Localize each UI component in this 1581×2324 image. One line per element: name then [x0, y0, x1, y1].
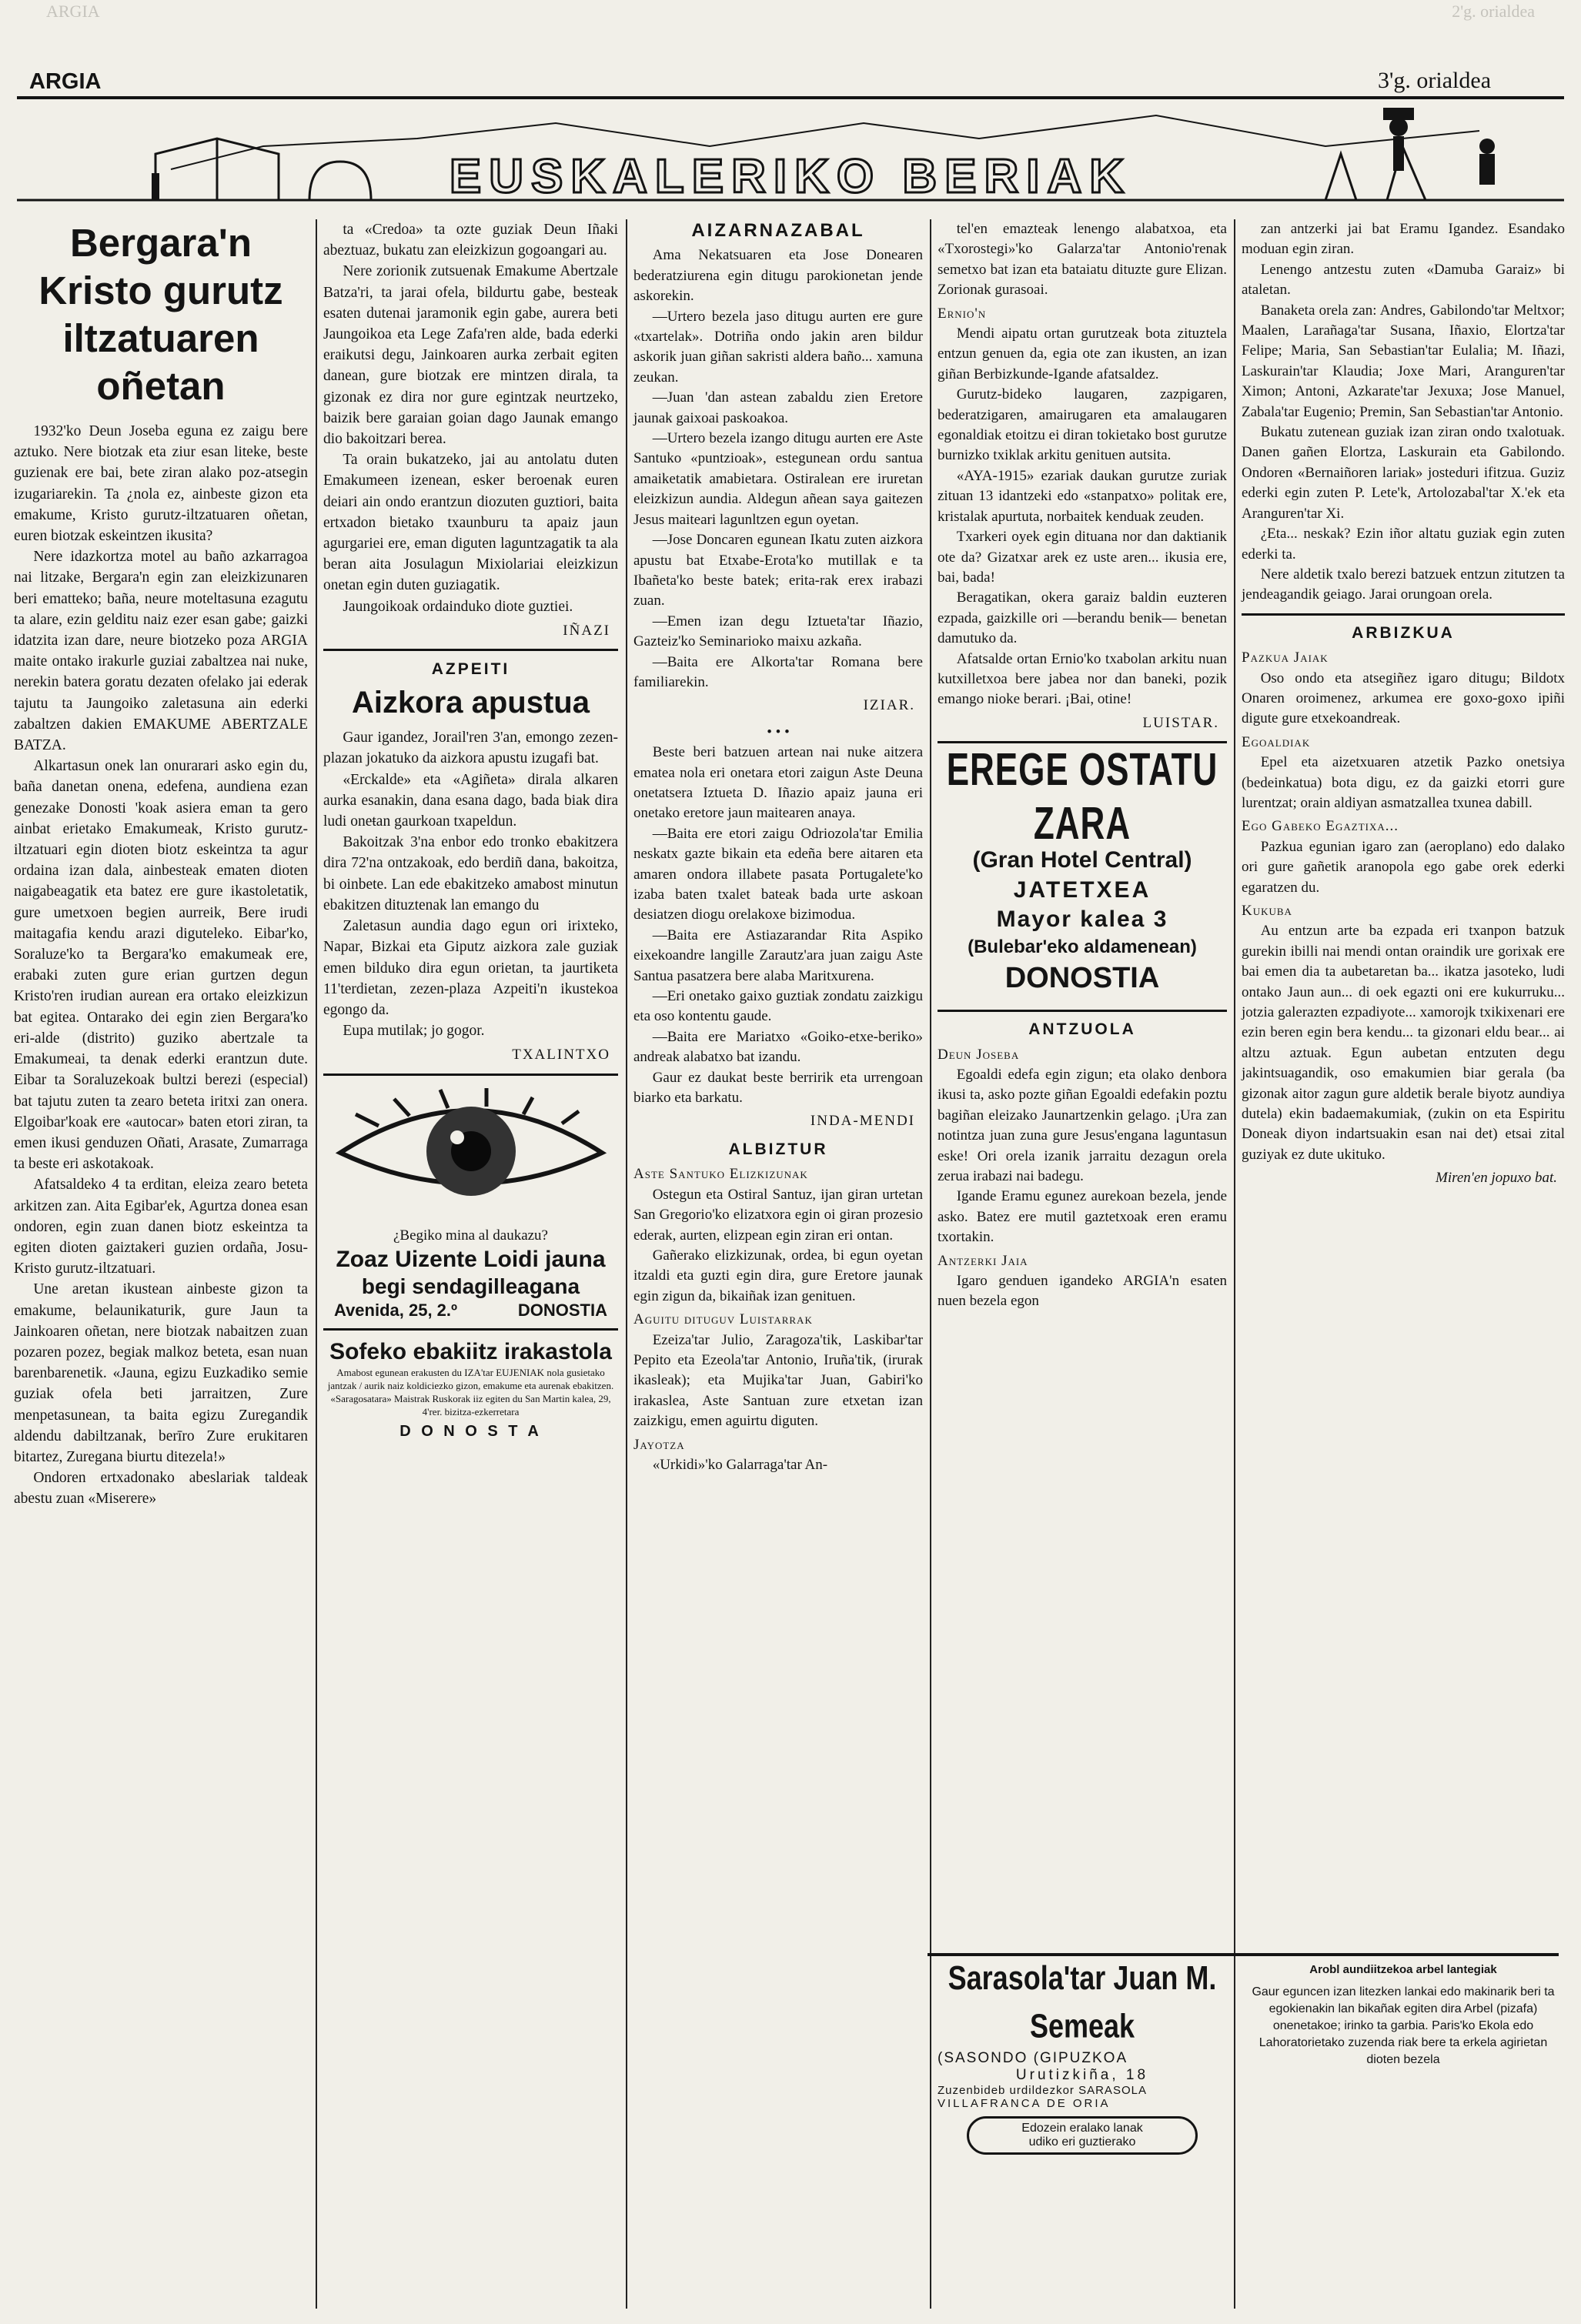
sarasola-ad-stamp-line1: Edozein eralako lanak — [1021, 2122, 1143, 2135]
col3-paragraph: —Juan 'dan astean zabaldu zien Eretore jaunak gaixoai paskoakoa. — [633, 389, 923, 426]
sarasola-ad-line3: Zuzenbideb urdildezkor SARASOLA — [938, 2084, 1147, 2097]
col2-paragraph: ta «Credoa» ta ozte guziak Deun Iñaki abeztuaz, bukatu zan eleizkizun gogoangari au. — [323, 222, 618, 259]
col4-subhead: Antzerki Jaia — [938, 1252, 1028, 1269]
col4-paragraph: Mendi aipatu ortan gurutzeak bota zituztela entzun genuen da, egia ote zan ikusten, an izan giñan Berbizkunde-Igande afatsaldez. — [938, 326, 1227, 382]
col3-subhead: Jayotza — [633, 1436, 685, 1453]
antzuola-heading: ANTZUOLA — [1028, 1020, 1136, 1039]
col3-paragraph: Ostegun eta Ostiral Santuz, ijan giran urtetan San Gregorio'ko elizatxora egin oi giran prozesio ederak, aurten, elizpean egin ziran eri ontan. — [633, 1186, 923, 1244]
col3-paragraph: Gaur ez daukat beste berririk eta urrengoan biarko eta barkatu. — [633, 1069, 923, 1107]
bleed-through — [15, 0, 1566, 34]
sarasola-ad-line2: Urutizkiña, 18 — [1015, 2067, 1149, 2083]
hotel-ad-line3: (Bulebar'eko aldamenean) — [968, 937, 1197, 958]
col5-paragraph: zan antzerki jai bat Eramu Igandez. Esandako moduan egin ziran. — [1242, 221, 1565, 258]
col1-paragraph: 1932'ko Deun Joseba eguna ez zaigu bere aztuko. Nere biotzak eta ziur esan liteke, beste guzienak ere bai, bete ziran alako poz-atsegin izugariarekin. Ta ¿nola ez, ainbeste gizon eta emakume, Kristo gurutz-iltzatuaren oñetan, euren biotzak eskeintzen ikusita? — [14, 423, 308, 545]
col3-paragraph: Gañerako elizkizunak, ordea, bi egun oyetan itzaldi eta guzti egin dira, gure Eretore jaunak egin zigun da, bikaiñak izan genituen. — [633, 1247, 923, 1304]
aizkora-headline: Aizkora apustua — [352, 686, 590, 720]
col3-paragraph: —Urtero bezela jaso ditugu aurten ere gure «txartelak». Dotriña ondo jakin aren bildur askorik juan giñan sakristi aldera baño... xamuna zeukan. — [633, 308, 923, 386]
sewing-ad-title: Sofeko ebakiitz irakastola — [329, 1339, 612, 1365]
col3-paragraph: —Eri onetako gaixo guztiak zondatu zaizkigu eta oso kontentu gaude. — [633, 988, 923, 1025]
col5-paragraph: Oso ondo eta atsegiñez igaro ditugu; Bildotx Onaren oroimenez, arkumea ere goxo-goxo ipiñi digute gure etxekoandreak. — [1242, 669, 1565, 727]
sarasola-ad-line4: VILLAFRANCA DE ORIA — [938, 2097, 1111, 2110]
col5-paragraph: Nere aldetik txalo berezi batzuek entzun zitutzen ta jendeagandik geiago. Jarai orungoan orela. — [1242, 566, 1565, 603]
eye-ad — [323, 1084, 618, 1321]
col4-subhead: Deun Joseba — [938, 1046, 1020, 1063]
eye-illustration — [333, 1084, 610, 1214]
boat-ad-title: Arobl aundiitzekoa arbel lantegiak — [1309, 1963, 1497, 1976]
col3-paragraph: «Urkidi»'ko Galarraga'tar An- — [652, 1456, 828, 1473]
sewing-ad — [323, 1338, 618, 1442]
column-rule-3 — [930, 219, 931, 2309]
col3-paragraph: Beste beri batzuen artean nai nuke aitzera ematea nola eri onetara etori zaigun Aste Deuna onetatsera Iztueta D. Iñazio apaiz jauna eri onetako eretore jaun maitearen anaya. — [633, 744, 923, 822]
col4-paragraph: Txarkeri oyek egin dituana nor dan daktianik ote da? Gizatxar arek ez uste aren... ikusia ere, bai, bada! — [938, 529, 1227, 586]
col1-paragraph: Alkartasun onek lan onurarari asko egin du, baña danetan onena, edefena, aundiena ezan genezake Donosti 'koak asiera eman ta gero ainbat erietako Emakumeak, Kristo gurutz-iltzatuari egin dioten biotz eskeintza ta agur ordaina izan dala, ainbesteak ematen dioten naigabeagatik eta batez ere gure ikastoletatik, gure umetxoen begien aurreik, Bere irudi maitagafia kendu arazi diguteleko. Eibar'ko, Soraluze'ko ta Bergara'ko emakumeak ere, erabaki zuten gure erian gurtzen degun Kristo'ren irudian aurean era ortako eleizkizun bat egitea. Ontarako dei egin zien Bergara'ko eri-alde (distrito) guziko abertzale ta Emakumeai, ta denak ederki erantzun dute. Eibar ta Soraluzekoak bultzi berezi (especial) bat tajutu zuten ta zearo beteta iritxi zan onera. Elgoibar'koak ere «autocar» baten etori ziran, ta emen ikusi genduzen Oñati, Arasate, Zumarraga ta beste eri askotakoak. — [14, 758, 308, 1173]
col3-signature: IZIAR. — [863, 697, 915, 714]
column-5 — [1242, 219, 1565, 1195]
col2-paragraph: Ta orain bukatzeko, jai au antolatu duten Emakumeen izenean, esker beroenak euren deiari ain ondo erantzun diozuten guztiori, baita ertxadon bietako txaunburu ta apaiz jaun agurgariei ere, eman diguten laguntzagatik ta ala beran aita Josulagun Mixiolariai eleizkizun onetan egin duten guziagatik. — [323, 452, 618, 594]
eye-ad-city: DONOSTIA — [517, 1300, 607, 1320]
col5-subhead: Pazkua Jaiak — [1242, 649, 1329, 666]
hotel-ad-city: DONOSTIA — [1004, 962, 1160, 995]
boat-ad-text: Gaur eguncen izan litezken lankai edo makinarik beri ta egokienakin lan bikañak egiten dira Arbel (pizafa) onenetakoe; irinko ta garbia. Paris'ko Ekola edo Lahoratorietako zuzenda riak bere ta erkela agirietan dioten bezela — [1252, 1985, 1555, 2066]
eye-ad-line1: Zoaz Uizente Loidi jauna — [336, 1246, 606, 1272]
hotel-ad-subtitle: (Gran Hotel Central) — [972, 847, 1192, 873]
hotel-ad — [938, 744, 1227, 1002]
eye-ad-line2: begi sendagilleagana — [361, 1274, 580, 1298]
col4-paragraph: Igande Eramu egunez aurekoan bezela, jende asko. Batez ere mutil gaztetxoak eren eramu txortakin. — [938, 1188, 1227, 1246]
col3-paragraph: —Baita ere Alkorta'tar Romana bere familiarekin. — [633, 653, 923, 690]
col4-signature: LUISTAR. — [1142, 714, 1219, 731]
col1-body — [14, 421, 308, 1510]
eye-ad-address-row — [323, 1300, 618, 1321]
col5-signature: Miren'en jopuxo bat. — [1436, 1170, 1557, 1187]
col4-paragraph: Gurutz-bideko laugaren, zazpigaren, bederatzigaren, amairugaren eta amalaugaren egonaldiak etoitzu ei diran tokietako bost gurutze burnizko txiklak arkitu genituen autsita. — [938, 386, 1227, 464]
col2-paragraph: Bakoitzak 3'na enbor edo tronko ebakitzera dira 72'na ontzakoak, edo berdiñ dana, bakoitza, bi oinbete. Lan ede ebakitzeko amabost minutun ebakitzen dituztenak lan emango du — [323, 834, 618, 913]
col2-signature: IÑAZI — [563, 622, 610, 639]
col4-paragraph: Afatsalde ortan Ernio'ko txabolan arkitu nuan kutxilletxoa bere jabea nor dan baneki, pozik emango nioke berari. ¡Bai, otine! — [938, 650, 1227, 708]
sarasola-ad — [938, 1958, 1227, 2149]
column-3 — [633, 219, 923, 1475]
albiztur-heading: ALBIZTUR — [728, 1140, 828, 1158]
aizarnazabal-heading: AIZARNAZABAL — [691, 220, 865, 241]
col2-paragraph: Zaletasun aundia dago egun ori irixteko, Napar, Bizkai eta Giputz aizkora zale guziak emen bilduko dira egun orietan, ta jaurtiketa 11'terdietan, zezen-plaza Azpeiti'n ikustekoa egongo da. — [323, 918, 618, 1018]
paper-name: ARGIA — [29, 69, 102, 94]
hotel-ad-line1: JATETXEA — [1013, 877, 1151, 903]
col3-subhead: Aste Santuko Elizkizunak — [633, 1166, 808, 1183]
col5-paragraph: Banaketa orela zan: Andres, Gabilondo'tar Meltxor; Maalen, Larañaga'tar Susana, Iñaxio, Elortza'tar Felipe; Maria, San Sebastian'tar Eulalia; M. Iñazi, Laskurain'tar Klaudia; Joxe Mari, Aranguren'tar Ximon; Antoni, Azkarate'tar Jexuxa; Jose Manuel, Zabala'tar Eugenio; Premin, San Sebastian'tar Antonio. — [1242, 302, 1565, 420]
col1-paragraph: Ondoren ertxadonako abeslariak taldeak abestu zuan «Miserere» — [14, 1470, 308, 1508]
col4-subhead: Ernio'n — [938, 305, 987, 322]
col2-paragraph: Gaur igandez, Jorail'ren 3'an, emongo zezen-plazan jokatuko da aizkora apustu izugafi bat. — [323, 730, 618, 767]
bleed-right: 2'g. orialdea — [1452, 2, 1535, 21]
col3-paragraph: —Baita ere etori zaigu Odriozola'tar Emilia neskatx gazte bikain eta edeña bere aitaren eta amaren ondora illabete pasata Portugalete'ko izaba baten txalet bateak bada urte askoan desiatzen diogu orelakoxe bizimodua. — [633, 825, 923, 923]
column-1 — [14, 219, 308, 1510]
sarasola-ad-stamp-line2: udiko eri guztierako — [1028, 2135, 1136, 2149]
col3-paragraph: —Jose Doncaren egunean Ikatu zuten aizkora apustu bat Etxabe-Erota'ko mutillak e ta Ibañeta'ko beste batek; erita-rak erex irabazi zuan. — [633, 532, 923, 609]
col3-signature-2: INDA-MENDI — [810, 1113, 915, 1130]
col4-paragraph: tel'en emazteak lenengo alabatxoa, eta «Txorostegi»'ko Galarza'tar Antonio'renak semetxo bat izan eta bataiatu dituzte gure Elizan. Zorionak gurasoai. — [938, 221, 1227, 299]
divider — [323, 649, 618, 651]
col1-headline: Bergara'n Kristo gurutz iltzatuaren oñetan — [38, 221, 283, 408]
col2-paragraph: Nere zorionik zutsuenak Emakume Abertzale Batza'ri, ta jarai ofela, bildurtu gabe, besteak esaten dutenai jaramonik egin gabe, aurera beti Jaungoikoa eta Lege Zafa'ren alde, bada ederki eraikutsi degu, Jainkoaren aurka zerbait egiten danean, gure biotzak ere mintzen dirala, ta gizonak ez dira nor gure egintzak neurtzeko, baizik bere garaian goian dago Jaunak emango dio bakoitzari berea. — [323, 263, 618, 448]
column-rule-2 — [626, 219, 627, 2309]
col1-paragraph: Une aretan ikustean ainbeste gizon ta emakume, belaunikaturik, gure Jaun ta Jainkoaren oñetan, nere biotzak nabaitzen zuan pozaren pozez, begiak malkoz beteta, esan nuan barenbarenetik. «Jauna, egizu Euzkadiko semie guziak ofela beti jarraitzen, Zure menpetasunean, ta baita egizu Zuregandik aldendu dabiltzanak, berīro Zure erukitaren bitartez, Zuregana biurtu ditezela!» — [14, 1281, 308, 1465]
col4-paragraph: Igaro genduen igandeko ARGIA'n esaten nuen bezela egon — [938, 1273, 1227, 1310]
col5-subhead: Ego Gabeko Egaztixa... — [1242, 818, 1399, 835]
col5-paragraph: Lenengo antzestu zuten «Damuba Garaiz» bi ataletan. — [1242, 261, 1565, 299]
eye-ad-address: Avenida, 25, 2.º — [334, 1300, 458, 1320]
col5-paragraph: Pazkua egunian igaro zan (aeroplano) edo dalako ori gure gañetik aranopola ego gabe orek ederki egaratzen du. — [1242, 838, 1565, 896]
column-2 — [323, 219, 618, 1442]
banner-illustration — [17, 100, 1564, 215]
divider — [323, 1328, 618, 1331]
col5-paragraph: Epel eta aizetxuaren atzetik Pazko onetsiya (bedeinkatua) bota digu, ez da gaizki etorri gure lurentzat; orain aldiyan asmatzallea txunea dabill. — [1242, 754, 1565, 811]
sarasola-ad-stamp — [967, 2116, 1198, 2155]
col5-paragraph: Au entzun arte ba ezpada eri txanpon batzuk gurekin ibilli nai mendi ontan oraindik ure gorixak ere bai emen dia ta aubetaretan ba... ikatza jasoteko, ludi ontako Jaun aun... di oek egazti oni ere kukurruku... jotzia galerazten ezpadiyote... xamorojk txikixenari ere ezin beren egin bera kendu... ta gizonari eldu bear... ai altzu aztuak. Egun aubetan entzuten degu jakintsuagandik, oso emakumien biar gerala (ba gizonak aitor zagun gure aldetik berale biyotz aundiya dutela) ekin badaemakumiak, (zukin on eta Espiritu Doneak diyon indartsuakin esan nai det) etsai zital guziyak ez dute ukituko. — [1242, 923, 1565, 1163]
sewing-ad-text: Amabost egunean erakusten du IZA'tar EUJENIAK nola gusietako jantzak / aurik naiz koldiciezko gizon, emakume eta aurenak ebakitzen. «Saragosatara» Maistrak Ruskorak iiz egiten du San Martin kalea, 29, 4'rer. bizitza-ezkerretara — [327, 1367, 614, 1418]
col3-paragraph: Ezeiza'tar Julio, Zaragoza'tik, Laskibar'tar Pepito eta Ezeola'tar Antonio, Iruña'tik, (irurak ikasleak); eta Mujika'tar Juan, Gabiri'ko irakaslea, Aste Santuan zure etxetan izan zaizkigu, emen aguirtu diguten. — [633, 1331, 923, 1430]
col1-paragraph: Afatsaldeko 4 ta erditan, eleiza zearo beteta arkitzen zan. Aita Egibar'ek, Agurtza donea esan ondoren, egin zuan danen biotz eskeintza ta egiten dioten gaiztakeri guzien ordaña, Josu-Kristo gurutz-iltzatuari. — [14, 1177, 308, 1277]
col3-subhead: Aguitu dituguv Luistarrak — [633, 1311, 813, 1328]
stars-divider: • • • — [767, 723, 790, 740]
column-rule-1 — [316, 219, 317, 2309]
col3-paragraph: —Baita ere Astiazarandar Rita Aspiko eixekoandre langille Zarautz'ara juan zaigu Aste Santua pasatzera bere alaba Maritxurena. — [633, 927, 923, 984]
col4-paragraph: «AYA-1915» ezariak daukan gurutze zuriak zituan 13 idantzeki edo «stanpatxo» politak ere, kristalak apurtuta, norbaitek kenduak zeuden. — [938, 467, 1227, 525]
divider — [323, 1074, 618, 1076]
col3-paragraph: Ama Nekatsuaren eta Jose Donearen bederatziurena egin ditugu parokionetan jende askorekin. — [633, 247, 923, 305]
col1-paragraph: Nere idazkortza motel au baño azkarragoa nai litzake, Bergara'n egin zan eleizkizunaren beri ematteko; baña, neure moteltasuna ezagutu ta alare, ezin gelditu naiz ezer esan gabe; gaizki idatzita izan dare, neure biotzeko poza ARGIA maite ontako irakurle guziai zabaltzea nai nuke, nerekin batera goratu dezaten ofelako jai ederak tajutu ta Jaungoiko zaletasuna ain ederki zabaltzen dakien EMAKUME ABERTZALE BATZA. — [14, 549, 308, 754]
sarasola-ad-title: Sarasola'tar Juan M. Semeak — [948, 1958, 1217, 2045]
col2-paragraph: Eupa mutilak; jo gogor. — [343, 1023, 485, 1040]
col5-paragraph: Bukatu zutenean guziak izan ziran ondo txalotuak. Danen gañen Elortza, Laskurain eta Gabilondo. Ondoren «Bernaiñoren lariak» josteduri ifitzua. Guziz ederki egin zuten P. Lete'k, Artolozabal'tar X.'ek eta Aranguren'tar Xi. — [1242, 424, 1565, 522]
masthead-rule — [17, 96, 1564, 99]
col3-paragraph: —Baita ere Mariatxo «Goiko-etxe-beriko» andreak alabatxo bat izandu. — [633, 1028, 923, 1066]
divider — [938, 1010, 1227, 1012]
arbizkua-heading: ARBIZKUA — [1352, 623, 1455, 642]
azpeiti-heading: AZPEITI — [431, 660, 510, 679]
page-label: 3'g. orialdea — [1378, 68, 1492, 93]
sewing-ad-city: D O N O S T A — [399, 1423, 542, 1441]
column-rule-4 — [1234, 219, 1235, 2309]
col2-signature-2: TXALINTXO — [512, 1047, 610, 1063]
bleed-left: ARGIA — [46, 2, 100, 21]
eye-ad-question: ¿Begiko mina al daukazu? — [393, 1227, 548, 1244]
hotel-ad-line2: Mayor kalea 3 — [996, 907, 1168, 933]
col5-paragraph: ¿Eta... neskak? Ezin iñor altatu guziak egin zuten ederki ta. — [1242, 526, 1565, 563]
banner-title: EUSKALERIKO BERIAK — [449, 150, 1132, 203]
hotel-ad-title: EREGE OSTATU ZARA — [946, 744, 1218, 850]
col5-subhead: Kukuba — [1242, 903, 1292, 919]
col4-paragraph: Beragatikan, okera garaiz baldin euzteren ezpada, gaizkille ori —berandu benik— benetan damutuko da. — [938, 589, 1227, 647]
col5-subhead: Egoaldiak — [1242, 733, 1311, 750]
col3-paragraph: —Emen izan degu Iztueta'tar Iñazio, Gazteiz'ko Seminarioko maixu azkaña. — [633, 613, 923, 650]
boat-ad — [1242, 1962, 1565, 2109]
col2-paragraph: «Erckalde» eta «Agiñeta» dirala alkaren aurka esanakin, dana esana dago, bada biak dira ludi oneŧan gaurkoan txapeldun. — [323, 771, 618, 830]
col2-paragraph: Jaungoikoak ordainduko diote guztiei. — [343, 598, 573, 615]
column-4 — [938, 219, 1227, 1312]
col3-paragraph: —Urtero bezela izango ditugu aurten ere Aste Santuko «puntzioak», estegunean ordu santua amaiketatik amabietara. Ostiralean ere iruretan eleizkizun aundia. Aldegun añean saya gaitezen Jesus maiteari lagunltzen egun oyetan. — [633, 430, 923, 528]
divider — [1242, 613, 1565, 616]
sarasola-ad-line1: (SASONDO (GIPUZKOA — [938, 2050, 1128, 2066]
col4-paragraph: Egoaldi edefa egin zigun; eta olako denbora ikusi ta, asko pozte giñan Egoaldi edefakin poztu bagiñan eleizako Jaunartzenkin gelago. ¡Ura zan notintza juan zuna gure Jesus'engana laguntasun eske! Ori orela izanik jarraitu dezagun orela zerua irabazi nai badegu. — [938, 1066, 1227, 1184]
